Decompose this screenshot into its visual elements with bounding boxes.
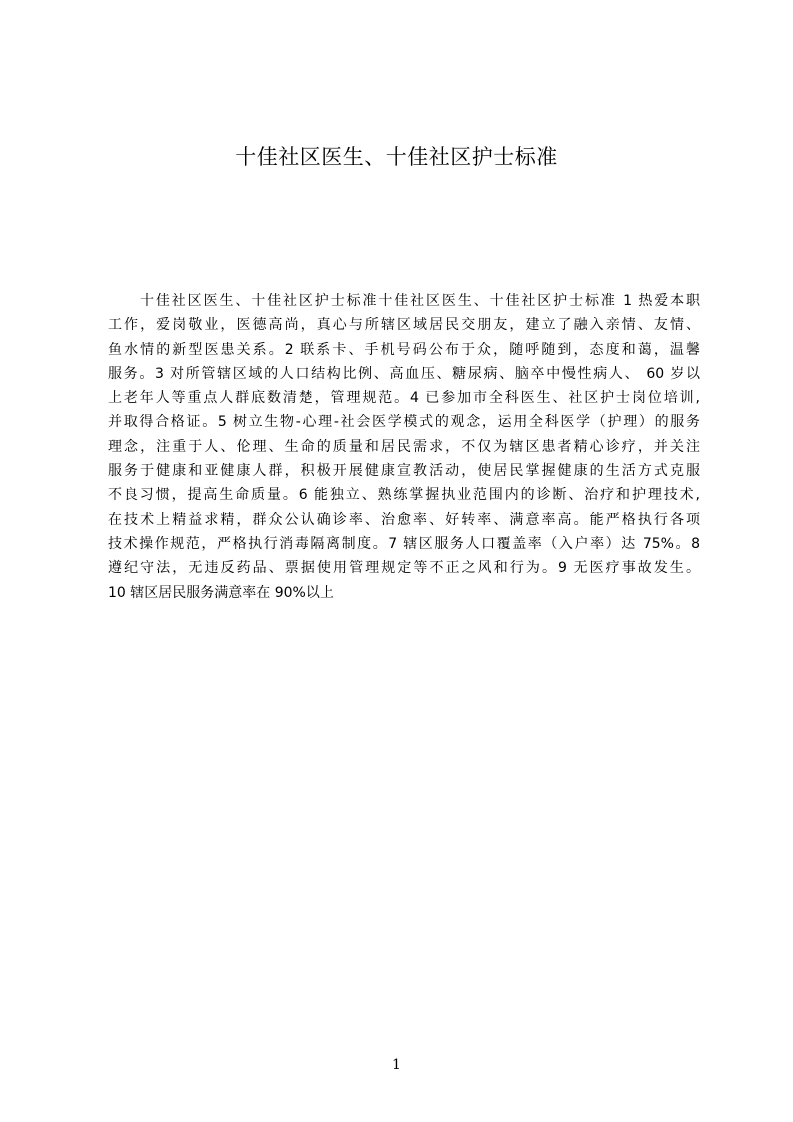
document-title: 十佳社区医生、十佳社区护士标准 <box>235 145 558 169</box>
body-line-7: 理念，注重于人、伦理、生命的质量和居民需求，不仅为辖区患者精心诊疗，并关注 <box>108 438 700 455</box>
body-line-6: 并取得合格证。5 树立生物-心理-社会医学模式的观念，运用全科医学（护理）的服务 <box>108 414 700 431</box>
body-line-3: 鱼水情的新型医患关系。2 联系卡、手机号码公布于众，随呼随到，态度和蔼，温馨 <box>108 341 700 358</box>
body-line-11: 技术操作规范，严格执行消毒隔离制度。7 辖区服务人口覆盖率（入户率）达 75%。8 <box>108 535 700 552</box>
body-line-2: 工作，爱岗敬业，医德高尚，真心与所辖区域居民交朋友，建立了融入亲情、友情、 <box>108 317 700 334</box>
document-body <box>108 289 700 605</box>
body-line-8: 服务于健康和亚健康人群，积极开展健康宣教活动，使居民掌握健康的生活方式克服 <box>108 463 700 480</box>
body-line-5: 上老年人等重点人群底数清楚，管理规范。4 已参加市全科医生、社区护士岗位培训, <box>108 390 700 407</box>
body-line-9: 不良习惯，提高生命质量。6 能独立、熟练掌握执业范围内的诊断、治疗和护理技术, <box>108 487 700 504</box>
body-line-1: 十佳社区医生、十佳社区护士标准十佳社区医生、十佳社区护士标准 1 热爱本职 <box>140 293 700 309</box>
body-line-13: 10 辖区居民服务满意率在 90%以上 <box>108 584 334 601</box>
page-number: 1 <box>392 1057 401 1073</box>
body-line-12: 遵纪守法，无违反药品、票据使用管理规定等不正之风和行为。9 无医疗事故发生。 <box>108 560 700 577</box>
body-line-10: 在技术上精益求精，群众公认确诊率、治愈率、好转率、满意率高。能严格执行各项 <box>108 511 700 528</box>
body-line-4: 服务。3 对所管辖区域的人口结构比例、高血压、糖尿病、脑卒中慢性病人、 60 岁以 <box>108 365 700 382</box>
